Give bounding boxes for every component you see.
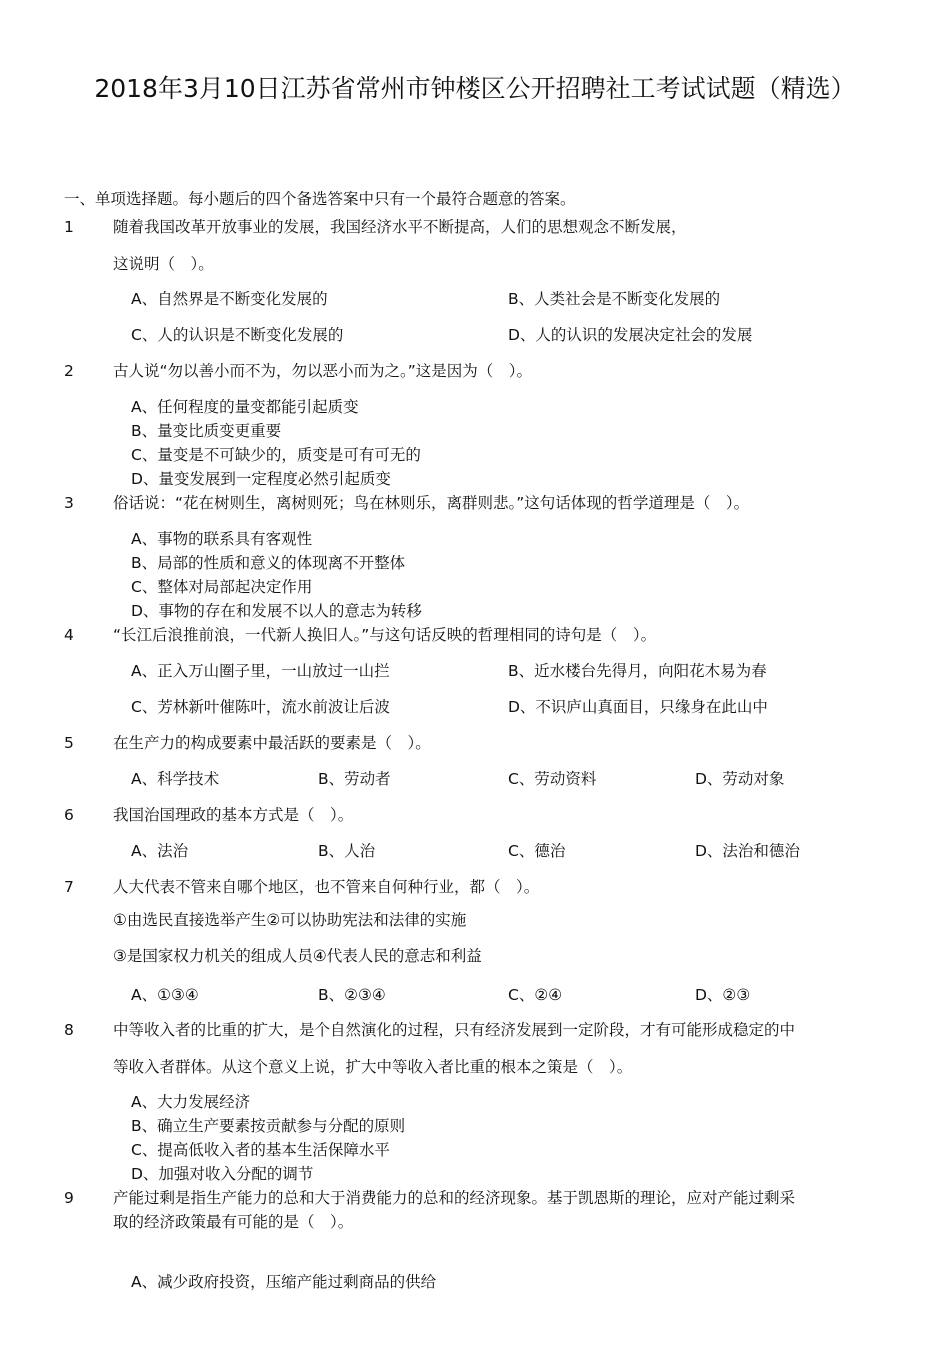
- option-a: A、法治: [131, 842, 189, 860]
- question-number: 1: [64, 218, 74, 236]
- section-heading: 一、单项选择题。每小题后的四个备选答案中只有一个最符合题意的答案。: [64, 190, 576, 208]
- question-number: 6: [64, 806, 74, 824]
- option-b: B、量变比质变更重要: [131, 422, 282, 440]
- option-b: B、劳动者: [318, 770, 391, 788]
- option-b: B、局部的性质和意义的体现离不开整体: [131, 554, 406, 572]
- option-d: D、劳动对象: [695, 770, 785, 788]
- question-stem: “长江后浪推前浪，一代新人换旧人。”与这句话反映的哲理相同的诗句是（ ）。: [113, 626, 657, 644]
- option-b: B、近水楼台先得月，向阳花木易为春: [508, 662, 767, 680]
- option-a: A、科学技术: [131, 770, 220, 788]
- option-d: D、事物的存在和发展不以人的意志为转移: [131, 602, 422, 620]
- option-d: D、人的认识的发展决定社会的发展: [508, 326, 753, 344]
- question-stem: 产能过剩是指生产能力的总和大于消费能力的总和的经济现象。基于凯恩斯的理论，应对产能过剩采: [113, 1189, 796, 1207]
- question-number: 5: [64, 734, 74, 752]
- question-stem: 等收入者群体。从这个意义上说，扩大中等收入者比重的根本之策是（ ）。: [113, 1058, 633, 1076]
- option-c: C、芳林新叶催陈叶，流水前波让后波: [131, 698, 390, 716]
- statement-line: ③是国家权力机关的组成人员④代表人民的意志和利益: [113, 947, 482, 965]
- question-stem: 我国治国理政的基本方式是（ ）。: [113, 806, 354, 824]
- question-stem: 在生产力的构成要素中最活跃的要素是（ ）。: [113, 734, 431, 752]
- option-c: C、德治: [508, 842, 566, 860]
- question-stem: 随着我国改革开放事业的发展，我国经济水平不断提高，人们的思想观念不断发展，: [113, 218, 687, 236]
- option-a: A、任何程度的量变都能引起质变: [131, 398, 359, 416]
- option-c: C、②④: [508, 986, 563, 1004]
- option-b: B、人类社会是不断变化发展的: [508, 290, 721, 308]
- option-d: D、量变发展到一定程度必然引起质变: [131, 470, 391, 488]
- option-b: B、②③④: [318, 986, 386, 1004]
- option-a: A、减少政府投资，压缩产能过剩商品的供给: [131, 1273, 437, 1291]
- option-c: C、量变是不可缺少的，质变是可有可无的: [131, 446, 421, 464]
- statement-line: ①由选民直接选举产生②可以协助宪法和法律的实施: [113, 911, 467, 929]
- question-stem: 俗话说：“花在树则生，离树则死；鸟在林则乐，离群则悲。”这句话体现的哲学道理是（ ）。: [113, 494, 750, 512]
- option-a: A、正入万山圈子里，一山放过一山拦: [131, 662, 390, 680]
- page-title: 2018年3月10日江苏省常州市钟楼区公开招聘社工考试试题（精选）: [94, 74, 856, 103]
- option-a: A、自然界是不断变化发展的: [131, 290, 328, 308]
- option-c: C、劳动资料: [508, 770, 597, 788]
- question-stem: 这说明（ ）。: [113, 255, 214, 273]
- question-number: 8: [64, 1021, 74, 1039]
- option-c: C、提高低收入者的基本生活保障水平: [131, 1141, 390, 1159]
- question-number: 3: [64, 494, 74, 512]
- question-number: 2: [64, 362, 74, 380]
- option-d: D、不识庐山真面目，只缘身在此山中: [508, 698, 768, 716]
- question-number: 4: [64, 626, 74, 644]
- question-number: 9: [64, 1189, 74, 1207]
- question-stem: 中等收入者的比重的扩大，是个自然演化的过程，只有经济发展到一定阶段，才有可能形成稳定的中: [113, 1021, 796, 1039]
- question-stem: 取的经济政策最有可能的是（ ）。: [113, 1213, 354, 1231]
- question-number: 7: [64, 878, 74, 896]
- option-b: B、人治: [318, 842, 376, 860]
- option-a: A、①③④: [131, 986, 199, 1004]
- option-c: C、人的认识是不断变化发展的: [131, 326, 344, 344]
- question-stem: 人大代表不管来自哪个地区，也不管来自何种行业，都（ ）。: [113, 878, 540, 896]
- option-c: C、整体对局部起决定作用: [131, 578, 313, 596]
- option-d: D、法治和德治: [695, 842, 800, 860]
- option-d: D、加强对收入分配的调节: [131, 1165, 314, 1183]
- option-a: A、大力发展经济: [131, 1093, 251, 1111]
- option-a: A、事物的联系具有客观性: [131, 530, 313, 548]
- option-b: B、确立生产要素按贡献参与分配的原则: [131, 1117, 406, 1135]
- option-d: D、②③: [695, 986, 751, 1004]
- question-stem: 古人说“勿以善小而不为，勿以恶小而为之。”这是因为（ ）。: [113, 362, 533, 380]
